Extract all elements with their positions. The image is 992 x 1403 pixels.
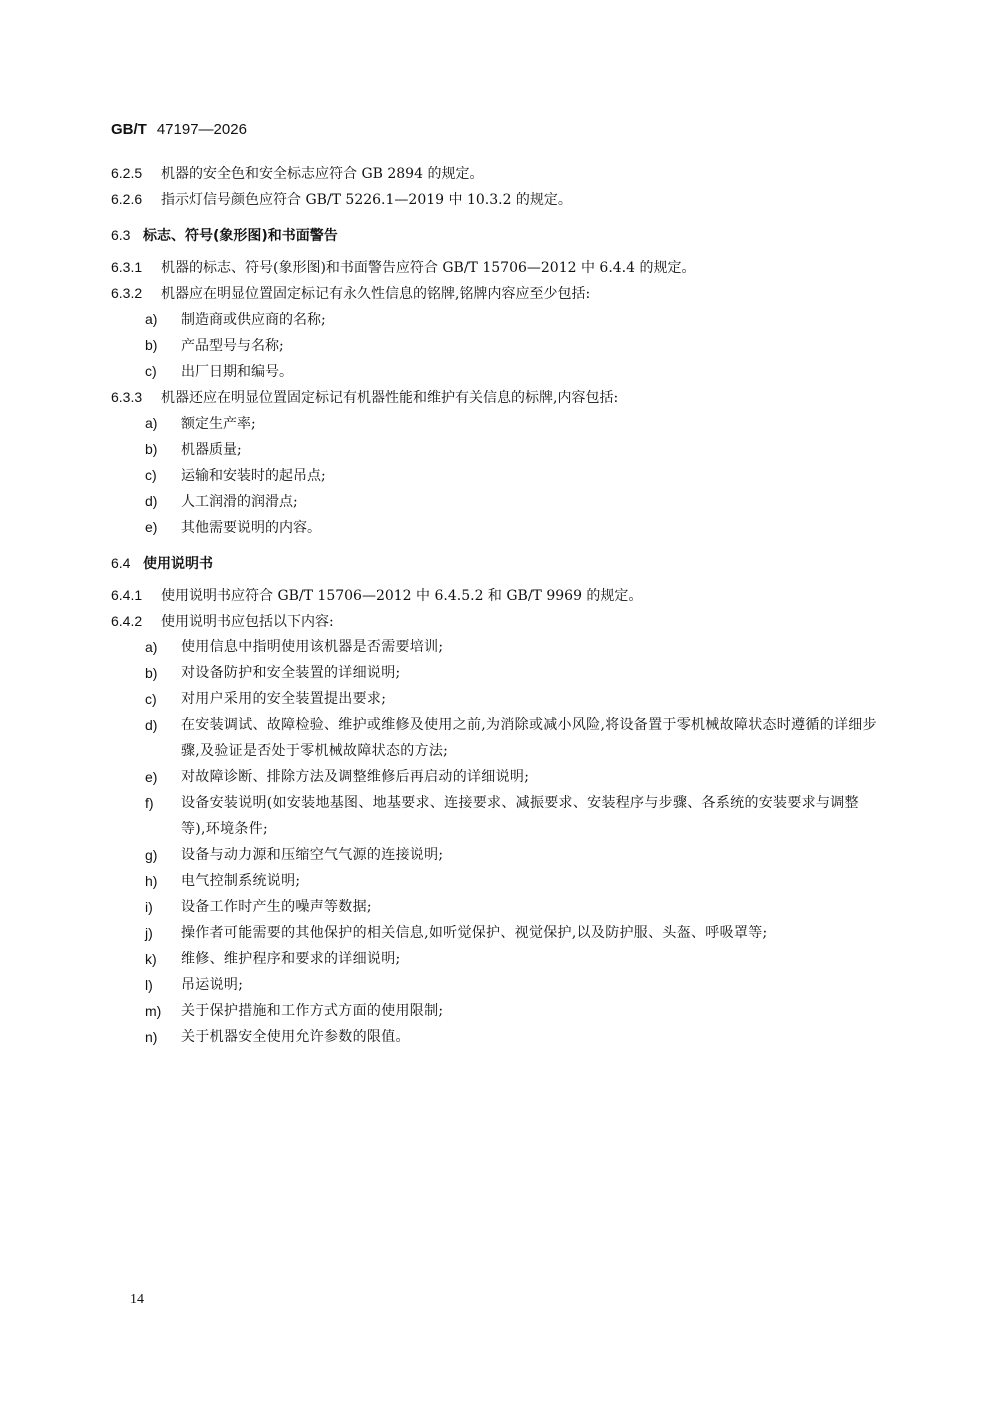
clause-text: 机器的安全色和安全标志应符合 GB 2894 的规定。 — [161, 166, 484, 182]
item-text: 在安装调试、故障检验、维护或维修及使用之前,为消除或减小风险,将设备置于零机械故障状态时遵循的详细步骤,及验证是否处于零机械故障状态的方法; — [181, 717, 877, 759]
item-label: b) — [145, 665, 158, 681]
list-item — [145, 894, 881, 920]
clause-text: 使用说明书应符合 GB/T 15706—2012 中 6.4.5.2 和 GB/T 9969 的规定。 — [161, 588, 643, 604]
list-item — [111, 488, 881, 514]
item-label: h) — [145, 873, 158, 889]
clause-6-2-6 — [111, 186, 881, 212]
item-label: n) — [145, 1029, 158, 1045]
item-label: b) — [145, 337, 158, 353]
item-text: 对用户采用的安全装置提出要求; — [181, 691, 387, 707]
item-text: 对设备防护和安全装置的详细说明; — [181, 665, 401, 681]
clause-number: 6.3.2 — [111, 285, 143, 301]
item-text: 额定生产率; — [181, 416, 256, 432]
standard-prefix: GB/T — [111, 121, 147, 138]
item-text: 使用信息中指明使用该机器是否需要培训; — [181, 639, 444, 655]
list-item — [145, 634, 881, 660]
list-item — [111, 514, 881, 540]
item-label: l) — [145, 977, 153, 993]
item-label: d) — [145, 717, 158, 733]
clause-number: 6.2.5 — [111, 165, 143, 181]
clause-text: 机器应在明显位置固定标记有永久性信息的铭牌,铭牌内容应至少包括: — [161, 286, 591, 302]
list-item — [145, 946, 881, 972]
section-heading-6-4 — [111, 550, 881, 576]
section-title: 使用说明书 — [143, 556, 213, 572]
item-label: b) — [145, 441, 158, 457]
list-item — [145, 842, 881, 868]
clause-6-3-2 — [111, 280, 881, 306]
item-label: c) — [145, 467, 157, 483]
clause-6-3-3 — [111, 384, 881, 410]
list-item — [111, 410, 881, 436]
item-label: c) — [145, 691, 157, 707]
item-text: 电气控制系统说明; — [181, 873, 301, 889]
list-item — [111, 358, 881, 384]
clause-text: 机器还应在明显位置固定标记有机器性能和维护有关信息的标牌,内容包括: — [161, 390, 619, 406]
clause-6-3-1 — [111, 254, 881, 280]
item-text: 操作者可能需要的其他保护的相关信息,如听觉保护、视觉保护,以及防护服、头盔、呼吸罩等; — [181, 925, 768, 941]
item-text: 出厂日期和编号。 — [181, 364, 293, 380]
item-label: g) — [145, 847, 158, 863]
clause-number: 6.2.6 — [111, 191, 143, 207]
clause-number: 6.3.3 — [111, 389, 143, 405]
item-text: 制造商或供应商的名称; — [181, 312, 326, 328]
list-item — [145, 868, 881, 894]
item-text: 人工润滑的润滑点; — [181, 494, 298, 510]
clause-text: 指示灯信号颜色应符合 GB/T 5226.1—2019 中 10.3.2 的规定。 — [161, 192, 572, 208]
item-label: m) — [145, 1003, 162, 1019]
list-item — [111, 332, 881, 358]
item-label: d) — [145, 493, 158, 509]
item-label: k) — [145, 951, 157, 967]
item-text: 产品型号与名称; — [181, 338, 284, 354]
item-text: 机器质量; — [181, 442, 242, 458]
section-number: 6.3 — [111, 227, 131, 243]
item-label: f) — [145, 795, 154, 811]
list-item — [145, 660, 881, 686]
item-label: a) — [145, 639, 158, 655]
item-text: 设备安装说明(如安装地基图、地基要求、连接要求、减振要求、安装程序与步骤、各系统的安装要求与调整等),环境条件; — [181, 795, 859, 837]
clause-number: 6.4.1 — [111, 587, 143, 603]
item-label: c) — [145, 363, 157, 379]
clause-text: 使用说明书应包括以下内容: — [161, 614, 334, 630]
list-item — [145, 686, 881, 712]
standard-number: 47197—2026 — [156, 121, 247, 138]
section-number: 6.4 — [111, 555, 131, 571]
clause-6-4-2 — [111, 608, 881, 634]
list-item — [145, 712, 881, 764]
item-label: e) — [145, 769, 158, 785]
clause-number: 6.4.2 — [111, 613, 143, 629]
item-text: 维修、维护程序和要求的详细说明; — [181, 951, 401, 967]
item-label: e) — [145, 519, 158, 535]
list-item — [145, 998, 881, 1024]
page-number: 14 — [130, 1292, 144, 1307]
list-item — [145, 920, 881, 946]
clause-number: 6.3.1 — [111, 259, 143, 275]
list-item — [111, 436, 881, 462]
clause-6-4-1 — [111, 582, 881, 608]
clause-text: 机器的标志、符号(象形图)和书面警告应符合 GB/T 15706—2012 中 6.4.4 的规定。 — [161, 260, 696, 276]
list-item — [111, 462, 881, 488]
list-item — [145, 764, 881, 790]
item-label: a) — [145, 415, 158, 431]
item-label: a) — [145, 311, 158, 327]
section-title: 标志、符号(象形图)和书面警告 — [143, 228, 338, 244]
list-item — [145, 790, 881, 842]
item-label: i) — [145, 899, 153, 915]
item-text: 设备工作时产生的噪声等数据; — [181, 899, 372, 915]
item-text: 关于保护措施和工作方式方面的使用限制; — [181, 1003, 444, 1019]
list-item — [111, 306, 881, 332]
clause-6-2-5 — [111, 160, 881, 186]
item-label: j) — [145, 925, 153, 941]
item-text: 运输和安装时的起吊点; — [181, 468, 326, 484]
item-text: 其他需要说明的内容。 — [181, 520, 321, 536]
item-text: 关于机器安全使用允许参数的限值。 — [181, 1029, 410, 1045]
document-body — [111, 160, 881, 1050]
section-heading-6-3 — [111, 222, 881, 248]
list-item — [145, 972, 881, 998]
list-642 — [111, 634, 881, 1050]
item-text: 对故障诊断、排除方法及调整维修后再启动的详细说明; — [181, 769, 530, 785]
list-item — [145, 1024, 881, 1050]
item-text: 吊运说明; — [181, 977, 244, 993]
item-text: 设备与动力源和压缩空气气源的连接说明; — [181, 847, 444, 863]
standard-header — [111, 119, 247, 140]
